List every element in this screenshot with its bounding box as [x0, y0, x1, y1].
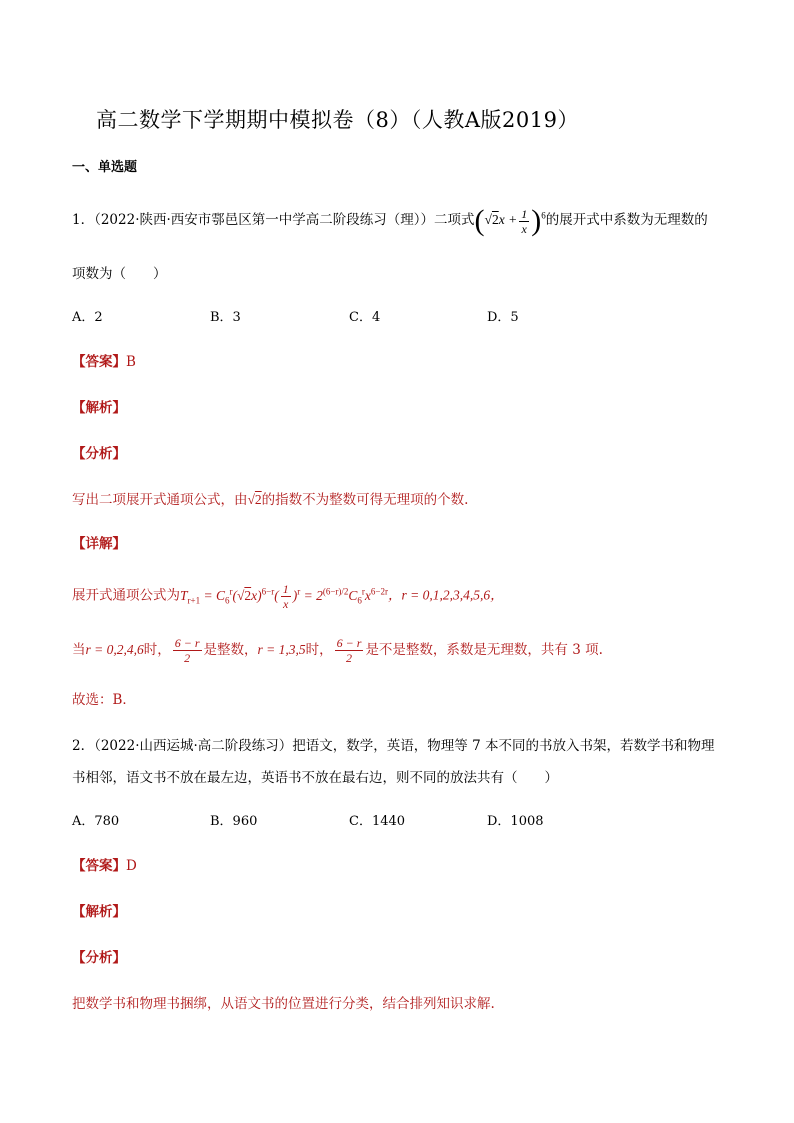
q1-line2: 项数为（ ）	[72, 266, 167, 282]
q1-conclusion: 故选：B．	[72, 692, 136, 708]
q1-option-d: D．5	[487, 310, 519, 325]
q2-option-a: A．780	[72, 814, 120, 829]
q1-detail-label: 【详解】	[72, 536, 126, 552]
answer-value: B	[126, 354, 136, 370]
q1-binomial: (√2x + $\frac{1}{x}$ )$^6$	[474, 204, 546, 237]
page-title: 高二数学下学期期中模拟卷（8）（人教A版2019）	[96, 108, 579, 132]
q1-option-b: B．3	[210, 310, 241, 325]
q2-option-c: C．1440	[349, 814, 406, 829]
q1-fenxi-text: 写出二项展开式通项公式，由√2的指数不为整数可得无理项的个数.	[72, 492, 469, 508]
q2-stem-line1: 2．（2022·山西运城·高二阶段练习）把语文，数学，英语，物理等 7 本不同的书放入书架，若数学书和物理	[72, 738, 715, 754]
q1-option-a: A．2	[72, 310, 103, 325]
q2-option-d: D．1008	[487, 814, 544, 829]
q2-fenxi-label: 【分析】	[72, 950, 126, 966]
q1-prefix: 1．（2022·陕西·西安市鄠邑区第一中学高二阶段练习（理））二项式	[72, 212, 475, 229]
answer-label: 【答案】	[72, 354, 126, 370]
answer-label: 【答案】	[72, 858, 126, 874]
q1-suffix: 的展开式中系数为无理数的	[545, 212, 708, 229]
q1-answer	[72, 350, 136, 370]
q2-stem-line2: 书相邻，语文书不放在最左边，英语书不放在最右边，则不同的放法共有（ ）	[72, 770, 558, 786]
q2-answer	[72, 854, 137, 874]
q2-analysis-label: 【解析】	[72, 904, 126, 920]
q1-analysis-label: 【解析】	[72, 400, 126, 416]
section-heading: 一、单选题	[72, 160, 138, 175]
q1-detail-line2: 当r = 0,2,4,6时， $\frac{6 - r}{2}$ 是整数，r = 1,3,5时， $\frac{6 - r}{2}$ 是不是整数，系数是无理数，共有 3 项.	[72, 636, 603, 665]
q1-detail-formula: 展开式通项公式为$T_{r+1} = C_6^r(√2x)^{6-r}$( $\frac{1}{x}$ )$^r = 2^{(6-r)/2}C_6^rx^{6-2r}$，r = 0,1,2,3,4,5,6，	[72, 582, 504, 611]
q1-option-c: C．4	[349, 310, 381, 325]
q2-fenxi-text: 把数学书和物理书捆绑，从语文书的位置进行分类，结合排列知识求解.	[72, 996, 495, 1012]
q1-fenxi-label: 【分析】	[72, 446, 126, 462]
q1-stem	[72, 206, 708, 236]
q2-option-b: B．960	[210, 814, 258, 829]
answer-value: D	[126, 858, 137, 874]
